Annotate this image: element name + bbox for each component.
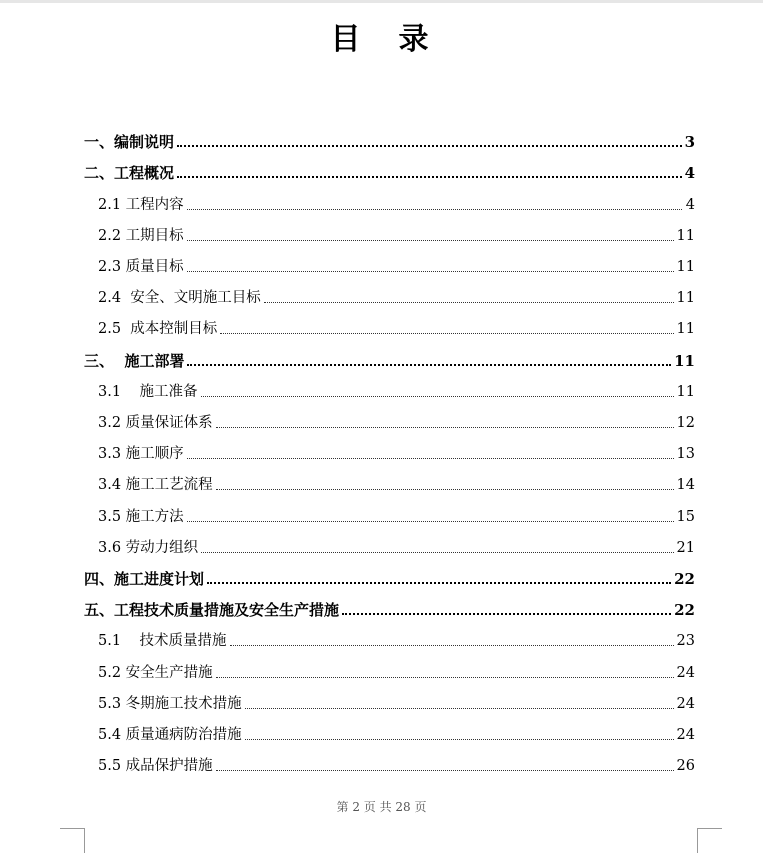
- toc-entry-page: 24: [676, 665, 695, 681]
- dot-leader: [201, 552, 673, 553]
- toc-entry-page: 11: [676, 259, 695, 275]
- toc-entry[interactable]: [98, 474, 695, 496]
- toc-entry[interactable]: [98, 693, 695, 715]
- toc-entry[interactable]: [98, 318, 695, 340]
- toc-entry[interactable]: [98, 755, 695, 777]
- toc-entry-label: 3.1 施工准备: [98, 384, 198, 400]
- toc-entry-page: 15: [676, 509, 695, 525]
- toc-entry-label: 5.3 冬期施工技术措施: [98, 696, 242, 712]
- toc-entry-page: 22: [674, 570, 695, 588]
- toc-entry-page: 3: [684, 133, 695, 151]
- page-top-edge: [0, 0, 763, 3]
- toc-entry[interactable]: [84, 131, 695, 153]
- toc-entry-label: 3.2 质量保证体系: [98, 415, 213, 431]
- page-corner-mark-right: [697, 828, 722, 853]
- toc-entry-page: 22: [674, 601, 695, 619]
- toc-entry-label: 2.5 成本控制目标: [98, 321, 218, 337]
- dot-leader: [187, 240, 674, 241]
- dot-leader: [201, 396, 674, 397]
- toc-entry[interactable]: [98, 194, 695, 216]
- toc-entry[interactable]: [84, 568, 695, 590]
- toc-entry-page: 21: [676, 540, 695, 556]
- toc-entry-page: 12: [676, 415, 695, 431]
- toc-entry[interactable]: [98, 630, 695, 652]
- toc-entry[interactable]: [98, 287, 695, 309]
- dot-leader: [187, 458, 674, 459]
- toc-entry[interactable]: [84, 599, 695, 621]
- dot-leader: [216, 427, 674, 428]
- toc-entry-page: 24: [676, 696, 695, 712]
- toc-entry-label: 三、 施工部署: [84, 352, 185, 370]
- dot-leader: [216, 489, 674, 490]
- toc-entry-page: 11: [676, 384, 695, 400]
- dot-leader: [220, 333, 673, 334]
- dot-leader: [187, 364, 671, 366]
- dot-leader: [207, 582, 671, 584]
- toc-entry-page: 11: [676, 321, 695, 337]
- dot-leader: [187, 271, 674, 272]
- toc-entry[interactable]: [98, 662, 695, 684]
- toc-entry-page: 11: [676, 290, 695, 306]
- toc-entry-label: 3.3 施工顺序: [98, 446, 184, 462]
- toc-entry[interactable]: [98, 724, 695, 746]
- toc-entry-label: 2.3 质量目标: [98, 259, 184, 275]
- toc-entry[interactable]: [98, 381, 695, 403]
- toc-entry-label: 五、工程技术质量措施及安全生产措施: [84, 601, 340, 619]
- toc-entry[interactable]: [98, 225, 695, 247]
- page-corner-mark-left: [60, 828, 85, 853]
- toc-entry-label: 一、编制说明: [84, 133, 175, 151]
- toc-entry-label: 四、施工进度计划: [84, 570, 205, 588]
- toc-entry-page: 26: [676, 758, 695, 774]
- toc-entry-label: 2.1 工程内容: [98, 197, 184, 213]
- toc-entry-page: 23: [676, 633, 695, 649]
- toc-entry[interactable]: [98, 537, 695, 559]
- toc-entry-page: 11: [676, 228, 695, 244]
- toc-entry-label: 2.4 安全、文明施工目标: [98, 290, 261, 306]
- toc-entry-label: 二、工程概况: [84, 164, 175, 182]
- toc-entry-page: 4: [684, 164, 695, 182]
- toc-entry[interactable]: [84, 350, 695, 372]
- dot-leader: [230, 645, 674, 646]
- toc-entry-page: 4: [685, 197, 695, 213]
- toc-entry-page: 14: [676, 477, 695, 493]
- toc-entry[interactable]: [84, 162, 695, 184]
- toc-entry[interactable]: [98, 256, 695, 278]
- toc-entry-label: 2.2 工期目标: [98, 228, 184, 244]
- dot-leader: [177, 145, 682, 147]
- toc-entry-label: 3.4 施工工艺流程: [98, 477, 213, 493]
- toc-entry[interactable]: [98, 412, 695, 434]
- toc-entry-label: 5.1 技术质量措施: [98, 633, 227, 649]
- toc-entry[interactable]: [98, 443, 695, 465]
- dot-leader: [216, 677, 674, 678]
- page-title: 目 录: [330, 22, 433, 57]
- toc-entry-page: 11: [674, 352, 695, 370]
- dot-leader: [245, 739, 674, 740]
- toc-entry-page: 13: [676, 446, 695, 462]
- toc-entry-label: 5.4 质量通病防治措施: [98, 727, 242, 743]
- dot-leader: [177, 176, 682, 178]
- dot-leader: [245, 708, 674, 709]
- toc-entry-page: 24: [676, 727, 695, 743]
- toc-entry[interactable]: [98, 506, 695, 528]
- dot-leader: [187, 209, 682, 210]
- toc-entry-label: 5.5 成品保护措施: [98, 758, 213, 774]
- dot-leader: [187, 521, 674, 522]
- toc-entry-label: 3.6 劳动力组织: [98, 540, 199, 556]
- dot-leader: [216, 770, 674, 771]
- page-footer: 第 2 页 共 28 页: [336, 800, 427, 814]
- toc-entry-label: 3.5 施工方法: [98, 509, 184, 525]
- dot-leader: [264, 302, 674, 303]
- toc-entry-label: 5.2 安全生产措施: [98, 665, 213, 681]
- dot-leader: [342, 613, 671, 615]
